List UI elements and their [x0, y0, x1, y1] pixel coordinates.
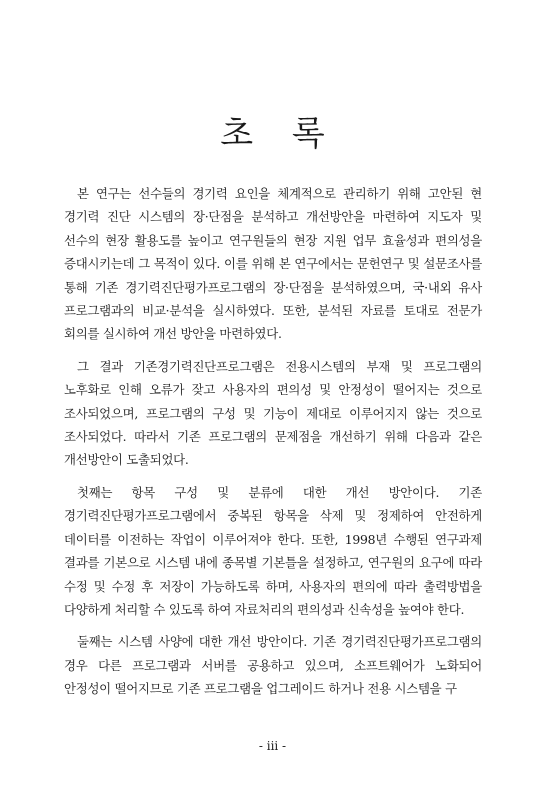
paragraph-4: 둘째는 시스템 사양에 대한 개선 방안이다. 기존 경기력진단평가프로그램의 경우 다른 프로그램과 서버를 공용하고 있으며, 소프트웨어가 노화되어 안정성이 떨어지므로 기존 프로그램을 업그레이드 하거나 전용 시스템을 구	[64, 634, 482, 697]
abstract-body	[64, 182, 482, 710]
paragraph-2: 그 결과 기존경기력진단프로그램은 전용시스템의 부재 및 프로그램의 노후화로 인해 오류가 잦고 사용자의 편의성 및 안정성이 떨어지는 것으로 조사되었으며, 프로그램의 구성 및 기능이 제대로 이루어지지 않는 것으로 조사되었다. 따라서 기존 프로그램의 문제점을 개선하기 위해 다음과 같은 개선방안이 도출되었다.	[64, 358, 482, 468]
page-number: - iii -	[258, 739, 287, 753]
paragraph-3: 첫째는 항목 구성 및 분류에 대한 개선 방안이다. 기존 경기력진단평가프로그램에서 중복된 항목을 삭제 및 정제하여 안전하게 데이터를 이전하는 작업이 이루어져야 한다. 또한, 1998년 수행된 연구과제 결과를 기본으로 시스템 내에 종목별 기본틀을 설정하고, 연구원의 요구에 따라 수정 및 수정 후 저장이 가능하도록 하며, 사용자의 편의에 따라 출력방법을 다양하게 처리할 수 있도록 하여 자료처리의 편의성과 신속성을 높여야 한다.	[64, 484, 482, 617]
paragraph-1: 본 연구는 선수들의 경기력 요인을 체계적으로 관리하기 위해 고안된 현 경기력 진단 시스템의 장·단점을 분석하고 개선방안을 마련하여 지도자 및 선수의 현장 활용도를 높이고 연구원들의 현장 지원 업무 효율성과 편의성을 증대시키는데 그 목적이 있다. 이를 위해 본 연구에서는 문헌연구 및 설문조사를 통해 기존 경기력진단평가프로그램의 장·단점을 분석하였으며, 국·내외 유사 프로그램과의 비교·분석을 실시하였다. 또한, 분석된 자료를 토대로 전문가 회의를 실시하여 개선 방안을 마련하였다.	[64, 186, 482, 342]
page-title: 초 록	[220, 114, 339, 154]
